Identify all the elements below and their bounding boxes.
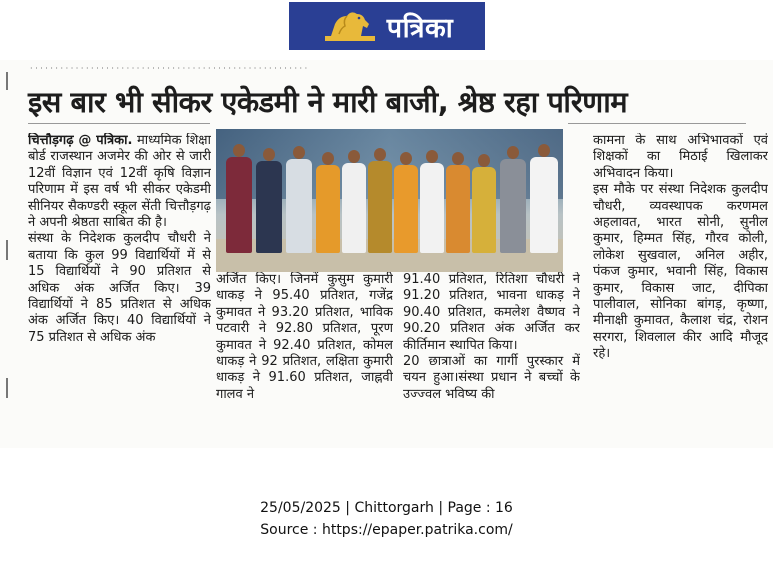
paragraph: कामना के साथ अभिभावकों एवं शिक्षकों का मिठाई खिलाकर अभिवादन किया। — [593, 133, 768, 181]
article-column-2 — [216, 272, 393, 448]
dateline: चित्तौड़गढ़ @ पत्रिका. — [28, 133, 133, 148]
article-headline: इस बार भी सीकर एकेडमी ने मारी बाजी, श्रेष्ठ रहा परिणाम — [28, 85, 628, 119]
footer-source: Source : https://epaper.patrika.com/ — [260, 522, 513, 538]
article-column-4 — [593, 133, 768, 448]
article-column-1 — [28, 133, 211, 448]
headline-rule — [568, 123, 746, 124]
masthead-logo — [289, 2, 485, 50]
margin-mark — [6, 378, 8, 398]
lion-emblem-icon — [321, 6, 379, 46]
margin-mark — [6, 240, 8, 260]
brand-name: पत्रिका — [386, 12, 454, 44]
headline-rule — [28, 123, 210, 124]
paragraph: 20 छात्राओं का गार्गी पुरस्कार में चयन हुआ।संस्था प्रधान ने बच्चों के उज्ज्वल भविष्य की — [403, 354, 580, 402]
margin-mark — [6, 72, 8, 90]
paragraph: इस मौके पर संस्था निदेशक कुलदीप चौधरी, व्यवस्थापक करणमल अहलावत, भारत सोनी, सुनील कुमार, हिम्मत सिंह, गौरव कोली, लोकेश सुखवाल, अनिल अहीर, पंकज कुमार, भवानी सिंह, विकास कुमार, विकास जाट, दीपिका पालीवाल, सोनिका बांगड़, कृष्णा, मीनाक्षी कुमावत, कैलाश चंद्र, रोशन सरगरा, शिवलाल कीर आदि मौजूद रहे। — [593, 182, 768, 362]
paragraph: संस्था के निदेशक कुलदीप चौधरी ने बताया कि कुल 99 विद्यार्थियों में से 15 विद्यार्थियों ने 90 प्रतिशत से अधिक अंक अर्जित किए। 39 विद्यार्थियों ने 85 प्रतिशत से अधिक अंक अर्जित किए। 40 विद्यार्थियों ने 75 प्रतिशत से अधिक अंक — [28, 231, 211, 345]
paragraph: माध्यमिक शिक्षा बोर्ड राजस्थान अजमेर की ओर से जारी 12वीं विज्ञान एवं 12वीं कृषि विज्ञान परिणाम में इस वर्ष भी सीकर एकेडमी सीनियर सैकण्डरी स्कूल सेंती चित्तौड़गढ़ ने अपनी श्रेष्ठता साबित की है। — [28, 133, 211, 231]
article-column-3 — [403, 272, 580, 448]
article-photo — [216, 129, 563, 272]
cut-top-line: · · · · · · · · · · · · · · · · · · · · · · · · · · · · · · · · · · · · · · · · · · · · · · · · · · · · · · · — [30, 64, 308, 73]
paragraph: 91.40 प्रतिशत, रितिशा चौधरी ने 91.20 प्रतिशत, भावना धाकड़ ने 90.40 प्रतिशत, कमलेश वैष्णव ने 90.20 प्रतिशत अंक अर्जित कर कीर्तिमान स्थापित किया। — [403, 272, 580, 353]
paragraph: अर्जित किए। जिनमें कुसुम कुमारी धाकड़ ने 95.40 प्रतिशत, गजेंद्र कुमावत ने 93.20 प्रतिशत, भाविक पटवारी ने 92.80 प्रतिशत, पूरण कुमावत ने 92.40 प्रतिशत, कोमल धाकड़ ने 92 प्रतिशत, लक्षिता कुमारी धाकड़ ने 91.60 प्रतिशत, जाह्नवी गालव ने — [216, 272, 393, 402]
newspaper-clipping — [0, 60, 773, 448]
footer-date-edition: 25/05/2025 | Chittorgarh | Page : 16 — [260, 500, 513, 516]
